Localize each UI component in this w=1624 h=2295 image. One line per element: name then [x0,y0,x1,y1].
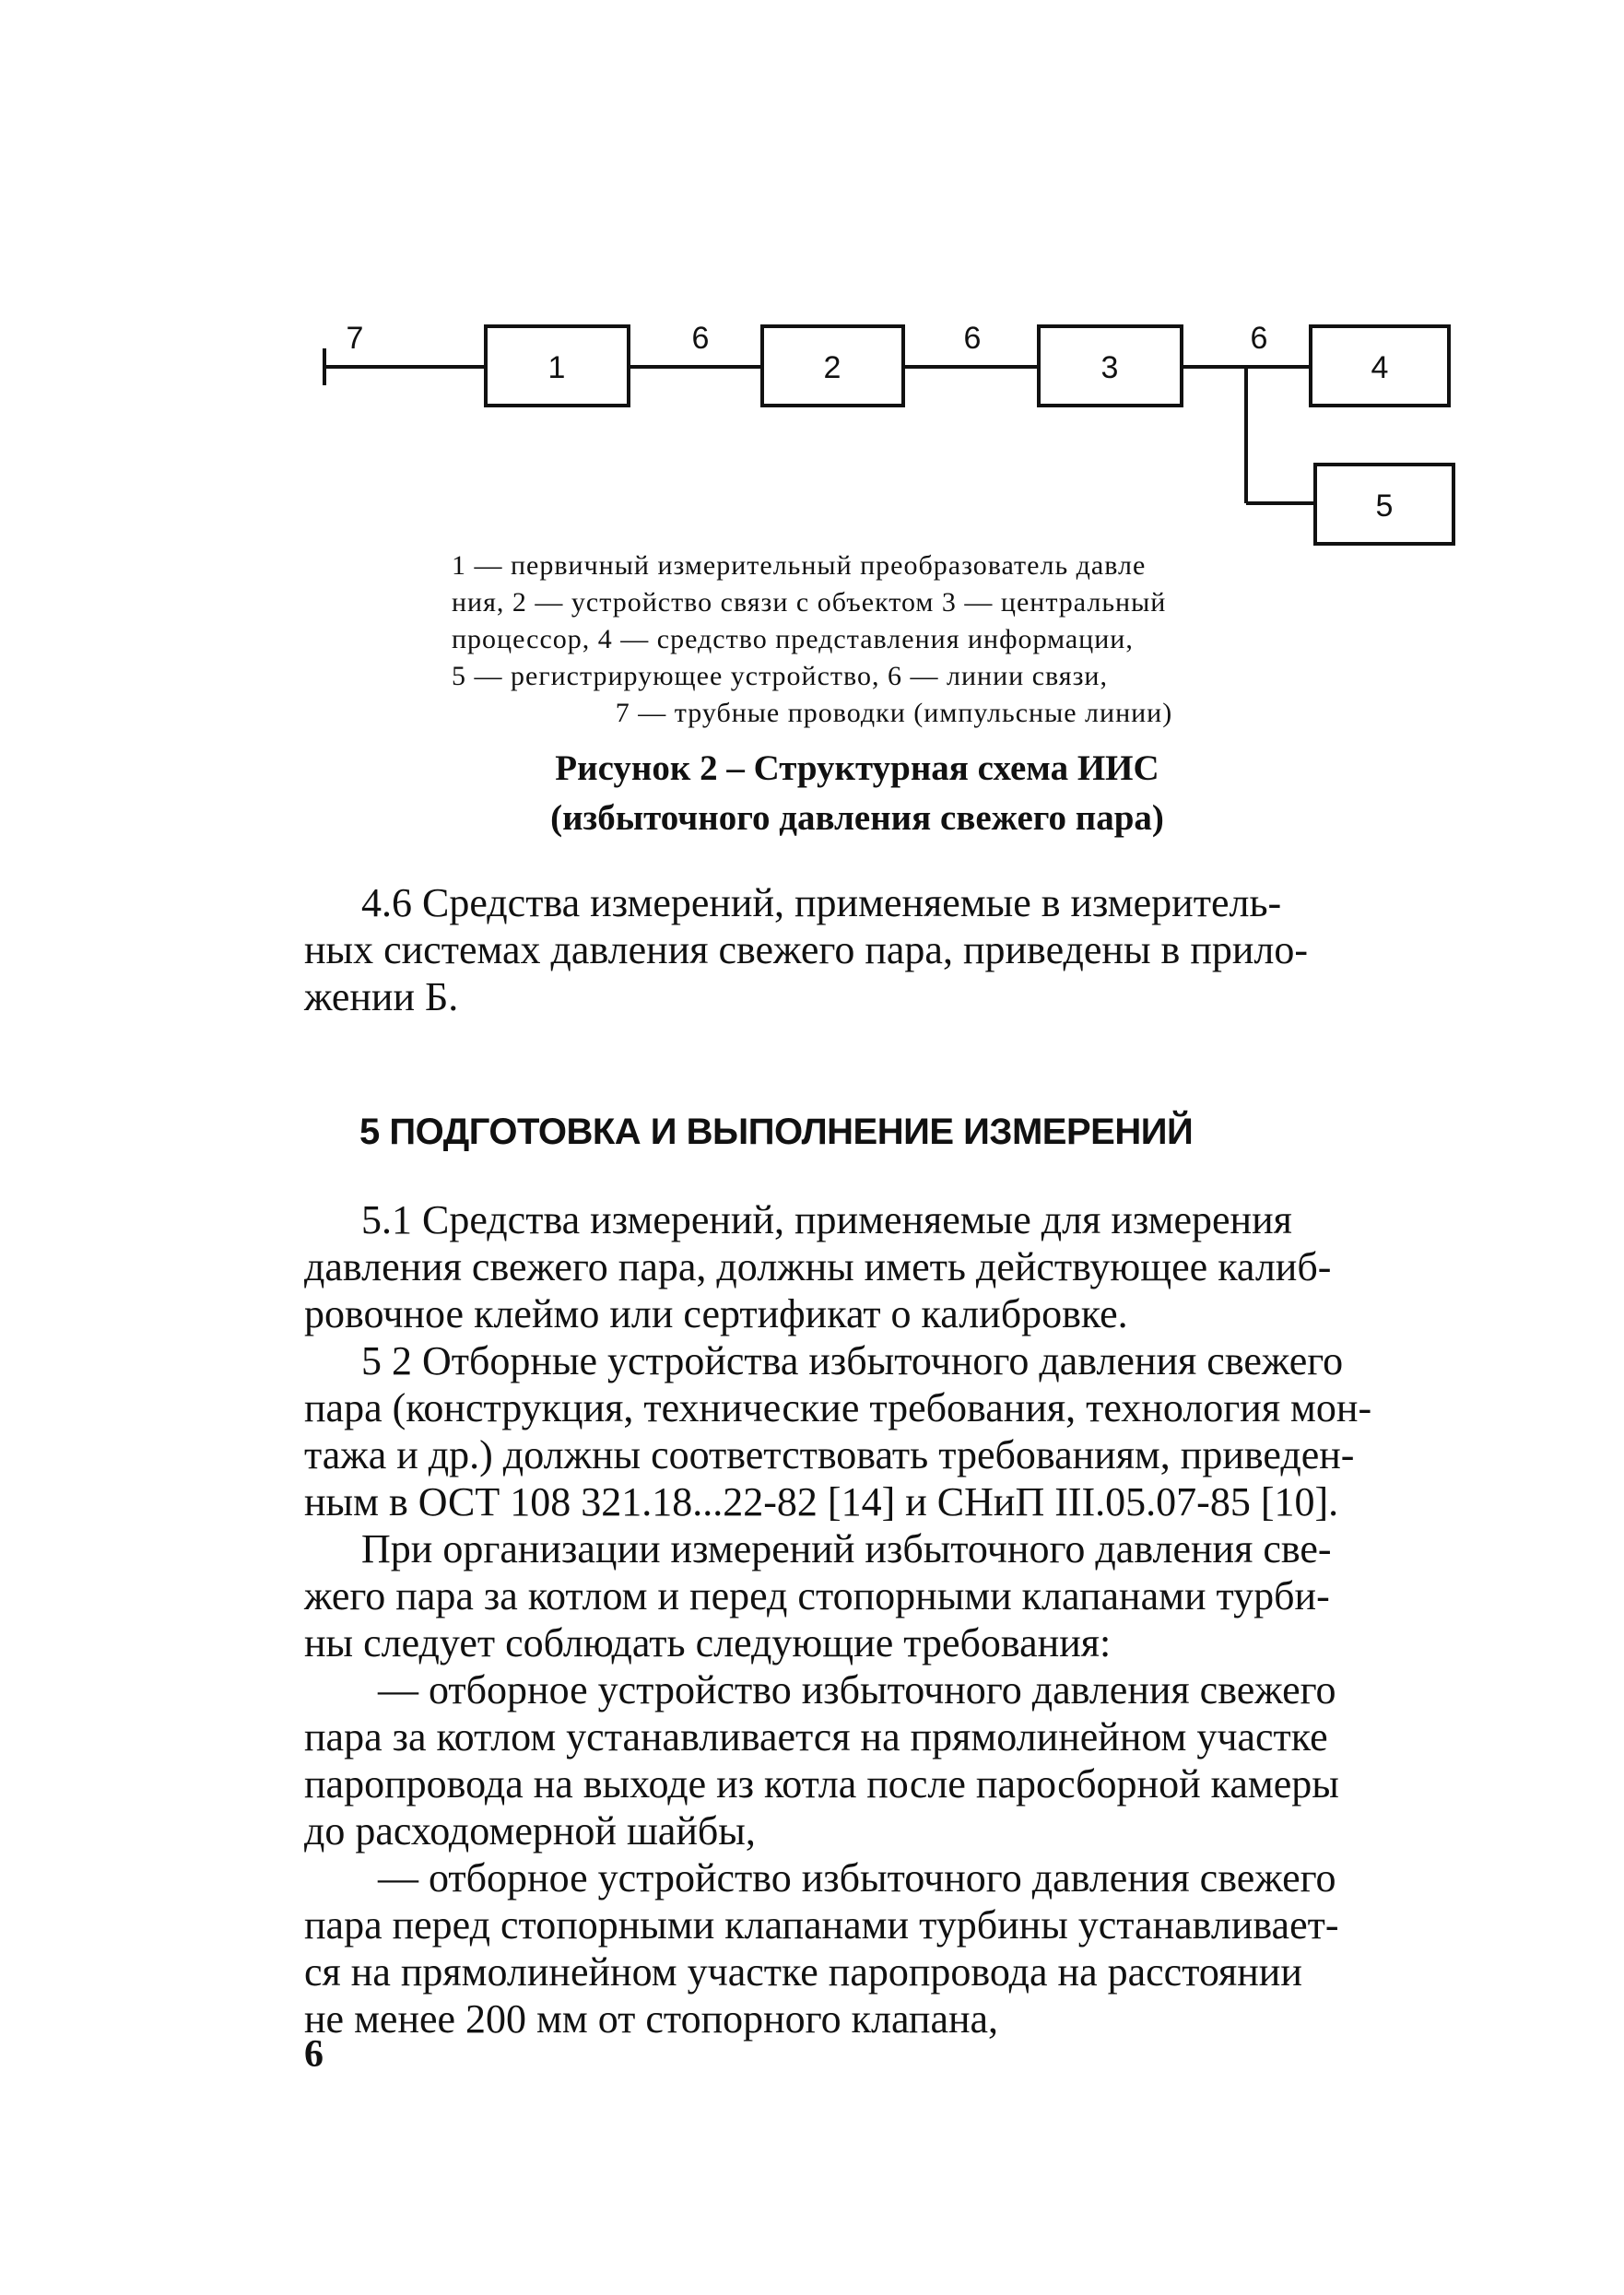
block-4-label: 4 [1371,350,1389,385]
block-1-label: 1 [547,350,566,385]
text-line: ных системах давления свежего пара, приведены в прило- [304,927,1309,972]
text-line: 5 2 Отборные устройства избыточного давления свежего [361,1338,1344,1383]
text-line: не менее 200 мм от стопорного клапана, [304,1996,999,2042]
paragraph-4-6 [304,879,1512,1020]
legend-line: 5 — регистрирующее устройство, 6 — линии связи, [452,661,1108,691]
figure-legend [452,547,1336,732]
text-line: При организации измерений избыточного давления све- [361,1526,1332,1571]
text-line: ны следует соблюдать следующие требования: [304,1620,1112,1665]
text-line: паропровода на выходе из котла после паросборной камеры [304,1761,1339,1807]
line-label-6-c: 6 [1250,321,1268,356]
text-line: давления свежего пара, должны иметь действующее калиб- [304,1244,1332,1289]
text-line: пара за котлом устанавливается на прямолинейном участке [304,1714,1328,1760]
text-line: — отборное устройство избыточного давления свежего [378,1667,1336,1712]
text-line: пара (конструкция, технические требования, технология мон- [304,1385,1372,1430]
line-label-6-a: 6 [691,321,710,356]
block-2-label: 2 [823,350,841,385]
text-line: до расходомерной шайбы, [304,1808,756,1854]
figure-caption-line-1: Рисунок 2 – Структурная схема ИИС [555,748,1159,788]
block-5-label: 5 [1375,488,1394,524]
block-3-label: 3 [1100,350,1119,385]
body-text [304,1196,1512,2042]
legend-line: ния, 2 — устройство связи с объектом 3 — центральный [452,587,1167,618]
page-number: 6 [304,2033,324,2076]
text-line: 5.1 Средства измерений, применяемые для измерения [361,1197,1292,1242]
text-line: тажа и др.) должны соответствовать требованиям, приведен- [304,1432,1355,1477]
text-line: жении Б. [304,974,459,1019]
legend-line: 7 — трубные проводки (импульсные линии) [615,698,1173,728]
text-line: ровочное клеймо или сертификат о калибровке. [304,1291,1128,1336]
section-heading: 5 ПОДГОТОВКА И ВЫПОЛНЕНИЕ ИЗМЕРЕНИЙ [359,1112,1194,1152]
text-line: 4.6 Средства измерений, применяемые в измеритель- [361,880,1282,925]
text-line: — отборное устройство избыточного давления свежего [378,1855,1336,1901]
text-line: пара перед стопорными клапанами турбины устанавливает- [304,1902,1339,1948]
text-line: жего пара за котлом и перед стопорными клапанами турби- [304,1573,1330,1618]
line-label-6-b: 6 [963,321,982,356]
text-line: ным в ОСТ 108 321.18...22-82 [14] и СНиП III.05.07-85 [10]. [304,1479,1339,1524]
line-label-7: 7 [346,321,364,356]
text-line: ся на прямолинейном участке паропровода на расстоянии [304,1949,1302,1995]
legend-line: процессор, 4 — средство представления информации, [452,624,1134,654]
structure-diagram [0,0,1624,571]
figure-caption-line-2: (избыточного давления свежего пара) [550,798,1164,838]
legend-line: 1 — первичный измерительный преобразователь давле [452,550,1147,581]
